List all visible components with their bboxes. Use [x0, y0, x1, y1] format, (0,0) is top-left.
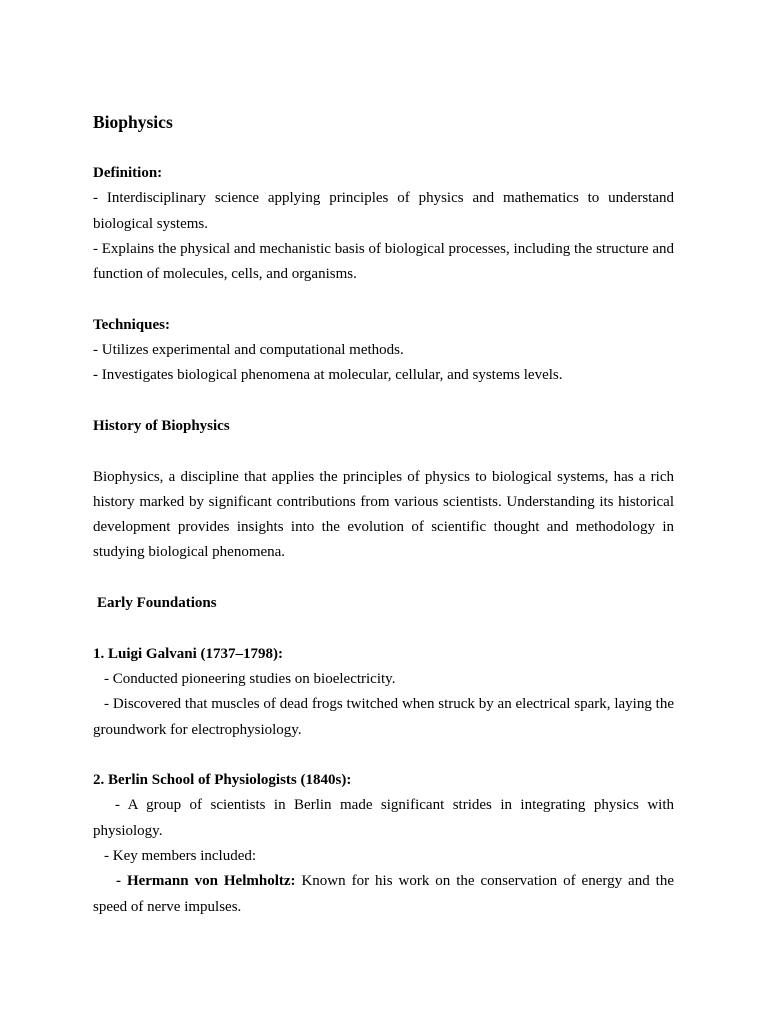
definition-item-1: - Interdisciplinary science applying principles of physics and mathematics to understand biological systems. — [93, 190, 674, 232]
galvani-heading: 1. Luigi Galvani (1737–1798): — [93, 645, 284, 662]
berlin-member-helmholtz — [93, 869, 674, 920]
definition-heading: Definition: — [93, 165, 163, 181]
spacer — [93, 389, 674, 414]
history-heading: History of Biophysics — [93, 417, 230, 434]
techniques-item-1: - Utilizes experimental and computational methods. — [93, 342, 404, 359]
early-foundations-heading: Early Foundations — [97, 595, 217, 612]
spacer — [93, 287, 674, 312]
document-title: Biophysics — [93, 112, 173, 132]
galvani-item-1: - Conducted pioneering studies on bioelectricity. — [104, 670, 396, 687]
definition-item-2: - Explains the physical and mechanistic basis of biological processes, including the structure and function of molecules, cells, and organisms. — [93, 240, 674, 283]
spacer — [93, 616, 674, 641]
member-prefix: - — [116, 873, 127, 890]
spacer — [93, 743, 674, 768]
member-description: Known for his work on the conservation of energy and the speed of nerve impulses. — [93, 873, 674, 915]
member-name: Hermann von Helmholtz: — [126, 873, 296, 890]
galvani-item-2: - Discovered that muscles of dead frogs twitched when struck by an electrical spark, laying the groundwork for electrophysiology. — [93, 696, 674, 738]
document-page — [93, 109, 674, 920]
berlin-heading: 2. Berlin School of Physiologists (1840s): — [93, 772, 352, 789]
techniques-item-2: - Investigates biological phenomena at molecular, cellular, and systems levels. — [93, 367, 563, 384]
spacer — [93, 439, 674, 464]
techniques-heading: Techniques: — [93, 316, 170, 333]
berlin-item-1: - A group of scientists in Berlin made significant strides in integrating physics with physiology. — [93, 797, 674, 839]
history-intro-paragraph: Biophysics, a discipline that applies the principles of physics to biological systems, has a rich history marked by significant contributions from various scientists. Understanding its historical development provides insights into the evolution of scientific thought and methodology in studying biological phenomena. — [93, 468, 674, 561]
spacer — [93, 566, 674, 591]
berlin-item-2: - Key members included: — [104, 848, 257, 865]
